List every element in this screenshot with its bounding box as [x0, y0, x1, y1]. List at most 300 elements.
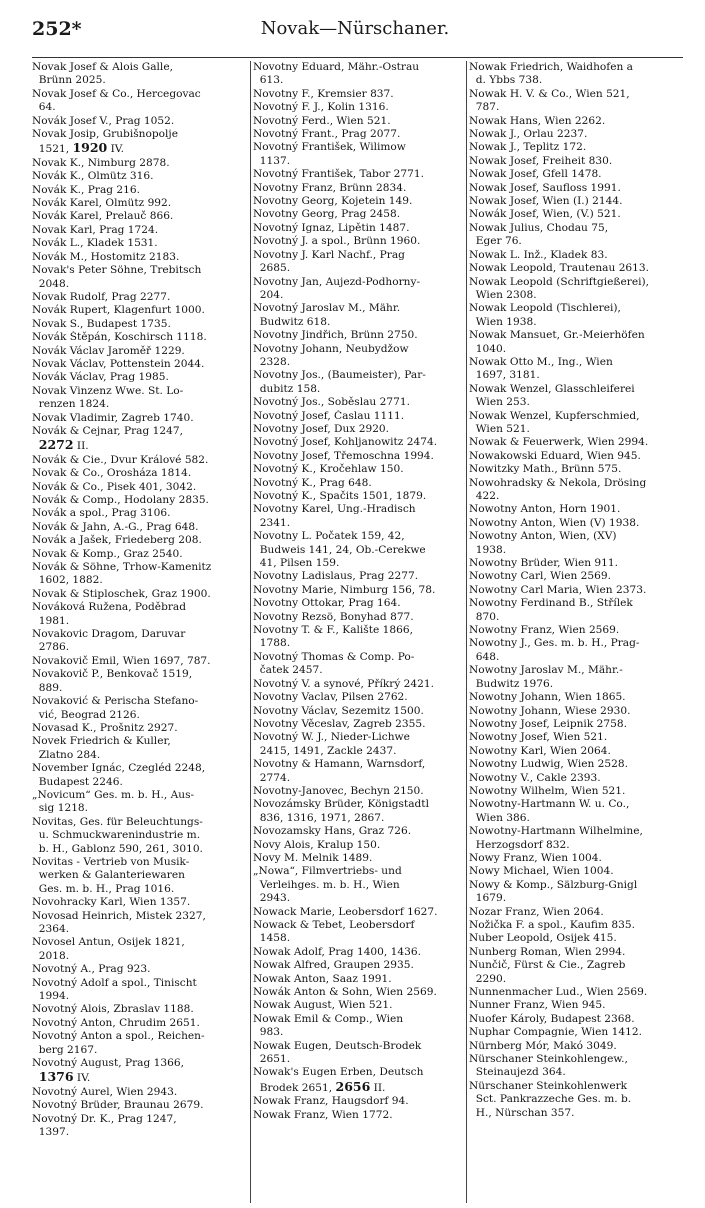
entry-line: Novotný Anton a spol., Reichen-: [32, 1030, 205, 1043]
entry-line: Nowak J., Orlau 2237.: [469, 128, 588, 141]
directory-entry: [32, 291, 245, 304]
directory-entry: [469, 530, 683, 557]
column-1: [32, 61, 245, 1203]
directory-entry: [253, 101, 463, 114]
directory-entry: [32, 304, 245, 317]
entry-line: 1938.: [469, 543, 507, 556]
directory-entry: [469, 959, 683, 986]
entry-line: Novotny Ladislaus, Prag 2277.: [253, 570, 419, 583]
entry-line: Novotný Brüder, Braunau 2679.: [32, 1099, 204, 1112]
directory-entry: [469, 932, 683, 945]
entry-line: b. H., Gablonz 590, 261, 3010.: [32, 842, 203, 855]
entry-line: Sct. Pankrazzeche Ges. m. b.: [469, 1093, 632, 1106]
entry-line: Wien 1938.: [469, 315, 537, 328]
entry-line: Novotny Marie, Nimburg 156, 78.: [253, 583, 436, 596]
entry-line: Novotny Jos., (Baumeister), Par-: [253, 369, 426, 382]
directory-entry: [253, 570, 463, 583]
directory-entry: [32, 507, 245, 520]
directory-entry: [253, 731, 463, 758]
entry-line: Wien 386.: [469, 811, 530, 824]
directory-entry: [469, 88, 683, 115]
directory-entry: [32, 655, 245, 668]
directory-entry: [253, 450, 463, 463]
directory-entry: [253, 410, 463, 423]
entry-line: 2272 II.: [38, 438, 89, 453]
entry-line: Nowy Franz, Wien 1004.: [469, 851, 602, 864]
directory-entry: [469, 745, 683, 758]
directory-entry: [469, 758, 683, 771]
entry-line: Novák Václav, Prag 1985.: [32, 371, 169, 384]
entry-line: Novak Vladimir, Zagreb 1740.: [32, 411, 194, 424]
entry-line: 422.: [469, 490, 500, 502]
directory-entry: [253, 1040, 463, 1067]
entry-line: Novek Friedrich & Kuller,: [32, 735, 171, 748]
directory-entry: [32, 588, 245, 601]
entry-line: Novotny Rezsö, Bonyhad 877.: [253, 610, 414, 623]
entry-line: 889.: [32, 681, 63, 694]
entry-line: Nováková Ružena, Poděbrad: [32, 601, 187, 614]
directory-entry: [469, 61, 683, 88]
column-3: [466, 61, 683, 1203]
entry-line: Budweis 141, 24, Ob.-Cerekwe: [253, 543, 426, 556]
entry-line: Novotný A., Prag 923.: [32, 963, 151, 976]
directory-entry: [32, 481, 245, 494]
entry-line: Novotný Alois, Zbraslav 1188.: [32, 1003, 194, 1016]
entry-line: Novák & Co., Pisek 401, 3042.: [32, 480, 197, 493]
bold-reference: 2272: [38, 438, 74, 453]
directory-entry: [469, 302, 683, 329]
directory-entry: [32, 936, 245, 963]
directory-entry: [253, 999, 463, 1012]
entry-line: Novotný František, Wilimow: [253, 141, 406, 154]
directory-entry: [469, 906, 683, 919]
entry-line: 1137.: [253, 154, 291, 167]
directory-entry: [469, 999, 683, 1012]
directory-entry: [253, 490, 463, 503]
entry-line: Herzogsdorf 832.: [469, 838, 570, 851]
directory-entry: [32, 412, 245, 425]
directory-entry: [32, 1113, 245, 1140]
entry-line: 613.: [253, 74, 284, 87]
entry-line: 836, 1316, 1971, 2867.: [253, 811, 385, 824]
directory-entry: [469, 249, 683, 262]
entry-line: 2415, 1491, Zackle 2437.: [253, 744, 397, 757]
entry-line: Novotný Anton, Chrudim 2651.: [32, 1016, 200, 1029]
directory-entry: [253, 906, 463, 919]
entry-line: Nowohradsky & Nekola, Drösing: [469, 476, 647, 489]
directory-entry: [253, 986, 463, 999]
entry-line: Novotný Ignaz, Lipětin 1487.: [253, 221, 410, 234]
directory-entry: [32, 722, 245, 735]
entry-line: Novák Karel, Prelauč 866.: [32, 210, 174, 223]
entry-line: Novák a spol., Prag 3106.: [32, 507, 171, 520]
directory-entry: [32, 494, 245, 507]
directory-entry: [32, 1003, 245, 1016]
directory-entry: [469, 825, 683, 852]
directory-entry: [32, 1017, 245, 1030]
entry-line: Nowack Marie, Leobersdorf 1627.: [253, 905, 438, 918]
entry-line: 2364.: [32, 923, 70, 935]
directory-entry: [469, 436, 683, 449]
entry-line: Nowakowski Eduard, Wien 945.: [469, 449, 641, 462]
entry-line: 1697, 3181.: [469, 369, 540, 382]
entry-line: Nowy & Komp., Sälzburg-Gnigl: [469, 878, 638, 891]
entry-line: Novák Václav Jaroměř 1229.: [32, 344, 185, 357]
entry-line: Nowotny Brüder, Wien 911.: [469, 557, 619, 570]
directory-entry: [469, 584, 683, 597]
entry-line: 2786.: [32, 641, 70, 654]
entry-line: Novotny & Hamann, Warnsdorf,: [253, 758, 426, 771]
directory-entry: [469, 772, 683, 785]
directory-entry: [253, 1109, 463, 1122]
entry-line: Novotný K., Prag 648.: [253, 476, 372, 489]
entry-line: Novotny Jan, Aujezd-Podhorny-: [253, 275, 421, 288]
bold-reference: 1920: [72, 141, 108, 156]
entry-line: Nowitzky Math., Brünn 575.: [469, 463, 622, 476]
directory-entry: [253, 597, 463, 610]
directory-entry: [469, 276, 683, 303]
entry-line: Nowotny Anton, Horn 1901.: [469, 503, 621, 516]
entry-line: Novosad Heinrich, Mistek 2327,: [32, 909, 206, 922]
directory-entry: [32, 237, 245, 250]
entry-line: Novak K., Nimburg 2878.: [32, 156, 170, 169]
entry-line: Novotný Aurel, Wien 2943.: [32, 1085, 178, 1098]
entry-line: Novotny Ottokar, Prag 164.: [253, 597, 401, 610]
entry-line: Novotny F., Kremsier 837.: [253, 87, 394, 100]
entry-line: Novák Josef V., Prag 1052.: [32, 114, 175, 127]
entry-line: Nowak Julius, Chodau 75,: [469, 221, 609, 234]
entry-line: Nowak H. V. & Co., Wien 521,: [469, 87, 630, 100]
entry-line: 2651.: [253, 1053, 291, 1066]
entry-line: Novotny Karel, Ung.-Hradisch: [253, 503, 416, 516]
directory-entry: [32, 668, 245, 695]
entry-line: Nunčič, Fürst & Cie., Zagreb: [469, 959, 626, 972]
directory-entry: [32, 224, 245, 237]
entry-line: Novotný Jaroslav M., Mähr.: [253, 302, 401, 315]
entry-line: Novakovič P., Benkovač 1519,: [32, 668, 193, 681]
directory-entry: [32, 358, 245, 371]
entry-line: 648.: [469, 650, 500, 663]
directory-entry: [253, 919, 463, 946]
directory-entry: [253, 436, 463, 449]
entry-line: 2290.: [469, 972, 507, 985]
entry-line: H., Nürschan 357.: [469, 1106, 575, 1119]
entry-line: Novozámsky Brüder, Königstadtl: [253, 798, 429, 811]
directory-entry: [32, 548, 245, 561]
directory-entry: [469, 155, 683, 168]
directory-entry: [253, 1095, 463, 1108]
directory-entry: [32, 197, 245, 210]
entry-line: Nowak's Eugen Erben, Deutsch: [253, 1066, 424, 1079]
directory-entry: [32, 385, 245, 412]
entry-line: Novotný Dr. K., Prag 1247,: [32, 1112, 177, 1125]
entry-line: 2774.: [253, 771, 291, 784]
directory-entry: [469, 115, 683, 128]
entry-line: Nowotny Karl, Wien 2064.: [469, 744, 611, 757]
directory-entry: [32, 170, 245, 183]
entry-line: Novák L., Kladek 1531.: [32, 237, 158, 250]
directory-entry: [32, 1099, 245, 1112]
entry-line: Nowotny Ludwig, Wien 2528.: [469, 758, 629, 771]
entry-line: Novotný Josef, Kohljanowitz 2474.: [253, 436, 438, 449]
entry-line: Nowotny Josef, Leipnik 2758.: [469, 717, 627, 730]
entry-line: 2685.: [253, 262, 291, 275]
directory-entry: [469, 986, 683, 999]
directory-entry: [32, 454, 245, 467]
directory-entry: [469, 1080, 683, 1120]
directory-entry: [469, 731, 683, 744]
entry-line: Nowak Anton, Saaz 1991.: [253, 972, 392, 985]
entry-line: Novakovic Dragom, Daruvar: [32, 628, 186, 641]
directory-entry: [32, 816, 245, 856]
directory-entry: [253, 852, 463, 865]
entry-line: Nowotny Josef, Wien 521.: [469, 731, 608, 744]
entry-line: Novák K., Prag 216.: [32, 183, 140, 196]
entry-line: Nowak Wenzel, Kupferschmied,: [469, 409, 640, 422]
entry-line: Steinaujezd 364.: [469, 1066, 566, 1079]
entry-line: Novák & Cie., Dvur Králové 582.: [32, 453, 209, 466]
entry-line: Nowotny Wilhelm, Wien 521.: [469, 784, 626, 797]
entry-line: Novak S., Budapest 1735.: [32, 317, 171, 330]
entry-line: 2048.: [32, 277, 70, 290]
entry-line: Novotny Johann, Neubydžow: [253, 342, 409, 355]
entry-line: Nürschaner Steinkohlengew.,: [469, 1053, 628, 1066]
entry-line: Budapest 2246.: [32, 775, 123, 788]
entry-line: čatek 2457.: [253, 664, 323, 677]
entry-line: Novotny Věceslav, Zagreb 2355.: [253, 717, 426, 730]
entry-line: Nowak Franz, Wien 1772.: [253, 1108, 393, 1121]
entry-line: Nowak Wenzel, Glasschleiferei: [469, 382, 635, 395]
entry-line: Novak Josef & Alois Galle,: [32, 61, 173, 73]
entry-line: Novaković & Perischa Stefano-: [32, 695, 199, 708]
entry-line: Novák & Cejnar, Prag 1247,: [32, 424, 183, 437]
directory-entry: [253, 195, 463, 208]
entry-line: Novotny Jindřich, Brünn 2750.: [253, 329, 418, 342]
directory-entry: [469, 1053, 683, 1080]
directory-entry: [469, 450, 683, 463]
directory-entry: [253, 691, 463, 704]
entry-line: Nowotny Carl Maria, Wien 2373.: [469, 583, 647, 596]
entry-line: Nowotny J., Ges. m. b. H., Prag-: [469, 637, 640, 650]
directory-entry: [253, 182, 463, 195]
entry-line: Novotny Josef, Třemoschna 1994.: [253, 449, 434, 462]
directory-entry: [469, 570, 683, 583]
directory-entry: [469, 410, 683, 437]
entry-line: Nowak L. Inž., Kladek 83.: [469, 248, 608, 261]
entry-line: Nowák Anton & Sohn, Wien 2569.: [253, 986, 437, 999]
directory-entry: [469, 182, 683, 195]
directory-entry: [469, 946, 683, 959]
entry-line: Budwitz 1976.: [469, 677, 554, 690]
directory-entry: [32, 345, 245, 358]
directory-entry: [32, 856, 245, 896]
directory-entry: [469, 785, 683, 798]
directory-entry: [32, 115, 245, 128]
directory-entry: [32, 1086, 245, 1099]
directory-entry: [32, 963, 245, 976]
entry-line: Novák Rupert, Klagenfurt 1000.: [32, 304, 205, 317]
entry-line: Nowotny Anton, Wien, (XV): [469, 530, 617, 543]
directory-entry: [469, 329, 683, 356]
entry-line: 2341.: [253, 516, 291, 529]
directory-entry: [253, 302, 463, 329]
entry-line: Novotný F. J., Kolin 1316.: [253, 101, 389, 114]
entry-line: 41, Pilsen 159.: [253, 557, 340, 570]
entry-line: Novy M. Melnik 1489.: [253, 851, 373, 864]
entry-line: Brünn 2025.: [32, 74, 106, 87]
entry-line: Novotny-Janovec, Bechyn 2150.: [253, 784, 424, 797]
directory-entry: [469, 128, 683, 141]
directory-entry: [253, 208, 463, 221]
entry-line: Nowotny V., Cakle 2393.: [469, 771, 601, 784]
entry-line: Novak Karl, Prag 1724.: [32, 223, 159, 236]
entry-line: Novák & Söhne, Trhow-Kamenitz: [32, 561, 212, 574]
directory-entry: [32, 789, 245, 816]
directory-entry: [253, 128, 463, 141]
entry-columns: [32, 57, 683, 1203]
entry-line: Novak & Co., Orosháza 1814.: [32, 467, 192, 480]
directory-entry: [469, 262, 683, 275]
entry-line: 1376 IV.: [38, 1070, 91, 1085]
entry-line: 870.: [469, 610, 500, 623]
directory-entry: [32, 735, 245, 762]
directory-entry: [253, 477, 463, 490]
entry-line: Novotny Josef, Dux 2920.: [253, 422, 390, 435]
directory-entry: [32, 88, 245, 115]
entry-line: Novotný W. J., Nieder-Lichwe: [253, 731, 410, 744]
directory-entry: [469, 879, 683, 906]
directory-entry: [253, 839, 463, 852]
directory-entry: [469, 1026, 683, 1039]
entry-line: Novak & Komp., Graz 2540.: [32, 547, 183, 560]
entry-line: Novotný J. a spol., Brünn 1960.: [253, 235, 421, 248]
directory-entry: [32, 910, 245, 937]
directory-entry: [253, 235, 463, 248]
entry-line: Novák K., Olmütz 316.: [32, 170, 154, 183]
directory-entry: [32, 318, 245, 331]
entry-line: Novotny Georg, Prag 2458.: [253, 208, 401, 221]
entry-line: Ges. m. b. H., Prag 1016.: [32, 882, 175, 895]
entry-line: Novotný Thomas & Comp. Po-: [253, 650, 415, 663]
entry-line: 2018.: [32, 949, 70, 962]
directory-entry: [253, 369, 463, 396]
page-title: Novak—Nürschaner.: [260, 18, 450, 39]
entry-line: Novák & Jahn, A.-G., Prag 648.: [32, 520, 199, 533]
entry-line: Novozamsky Hans, Graz 726.: [253, 825, 412, 838]
entry-line: Nowak Josef, Freiheit 830.: [469, 154, 613, 167]
entry-line: Nowak Leopold (Tischlerei),: [469, 302, 621, 315]
directory-entry: [253, 785, 463, 798]
entry-line: 1397.: [32, 1126, 70, 1139]
entry-line: Wien 253.: [469, 396, 530, 409]
entry-line: dubitz 158.: [253, 382, 321, 395]
directory-entry: [253, 168, 463, 181]
page-number: 252*: [32, 18, 82, 40]
directory-entry: [469, 168, 683, 181]
entry-line: Nowak J., Teplitz 172.: [469, 141, 587, 154]
entry-line: Nowak Josef, Gfell 1478.: [469, 168, 602, 181]
directory-entry: [253, 343, 463, 370]
entry-line: „Nowa“, Filmvertriebs- und: [253, 865, 402, 878]
directory-entry: [253, 718, 463, 731]
directory-entry: [253, 798, 463, 825]
entry-line: Nunnenmacher Lud., Wien 2569.: [469, 986, 648, 999]
entry-line: 1788.: [253, 637, 291, 650]
directory-entry: [253, 503, 463, 530]
entry-line: werken & Galanteriewaren: [32, 869, 185, 882]
entry-line: Novasad K., Prošnitz 2927.: [32, 721, 178, 734]
directory-entry: [253, 249, 463, 276]
directory-entry: [253, 758, 463, 785]
entry-line: Novotný K., Kročehlaw 150.: [253, 463, 404, 476]
entry-line: Nowak Adolf, Prag 1400, 1436.: [253, 945, 421, 958]
entry-line: Nozar Franz, Wien 2064.: [469, 905, 604, 918]
directory-entry: [253, 530, 463, 570]
entry-line: Nowák Josef, Wien, (V.) 521.: [469, 208, 621, 221]
directory-entry: [253, 276, 463, 303]
directory-entry: [253, 1013, 463, 1040]
entry-line: Novotný K., Spačits 1501, 1879.: [253, 490, 427, 502]
entry-line: Nowak Mansuet, Gr.-Meierhöfen: [469, 329, 645, 342]
entry-line: Brodek 2651, 2656 II.: [253, 1079, 386, 1094]
directory-entry: [469, 664, 683, 691]
entry-line: Nowotny-Hartmann Wilhelmine,: [469, 825, 643, 838]
entry-line: Novak Josef & Co., Hercegovac: [32, 87, 201, 100]
directory-entry: [32, 210, 245, 223]
directory-entry: [253, 825, 463, 838]
column-2: [250, 61, 463, 1203]
directory-entry: [253, 584, 463, 597]
directory-entry: [469, 222, 683, 249]
entry-line: Nuofer Károly, Budapest 2368.: [469, 1012, 635, 1025]
entry-line: 1602, 1882.: [32, 574, 103, 587]
entry-line: Verleihges. m. b. H., Wien: [253, 878, 400, 891]
entry-line: Nürschaner Steinkohlenwerk: [469, 1079, 628, 1092]
directory-entry: [469, 517, 683, 530]
entry-line: Novosel Antun, Osijek 1821,: [32, 936, 185, 949]
entry-line: Novak Vinzenz Wwe. St. Lo-: [32, 384, 184, 397]
entry-line: Novotny L. Počatek 159, 42,: [253, 530, 405, 543]
directory-entry: [32, 128, 245, 157]
entry-line: 1040.: [469, 342, 507, 355]
entry-line: Novotný Jos., Soběslau 2771.: [253, 396, 410, 409]
entry-line: Novotny Georg, Kojetein 149.: [253, 195, 413, 208]
directory-entry: [253, 959, 463, 972]
entry-line: berg 2167.: [32, 1043, 98, 1056]
entry-line: Novák a Jašek, Friedeberg 208.: [32, 534, 202, 547]
entry-line: Novotný Josef, Časlau 1111.: [253, 409, 405, 422]
entry-line: Novotny Vaclav, Pilsen 2762.: [253, 691, 408, 704]
directory-entry: [469, 637, 683, 664]
directory-entry: [469, 798, 683, 825]
entry-line: Nowak August, Wien 521.: [253, 999, 393, 1012]
directory-entry: [253, 1066, 463, 1095]
entry-line: Nowak Leopold (Schriftgießerei),: [469, 275, 649, 288]
directory-entry: [32, 628, 245, 655]
directory-entry: [32, 896, 245, 909]
entry-line: 204.: [253, 288, 284, 301]
directory-entry: [32, 561, 245, 588]
directory-entry: [32, 695, 245, 722]
entry-line: Nowak Leopold, Trautenau 2613.: [469, 262, 650, 275]
entry-line: Novitas, Ges. für Beleuchtungs-: [32, 815, 203, 828]
entry-line: Wien 521.: [469, 422, 530, 435]
entry-line: Novitas - Vertrieb von Musik-: [32, 855, 190, 868]
entry-line: Novák Štěpán, Koschirsch 1118.: [32, 331, 207, 344]
directory-entry: [32, 521, 245, 534]
entry-line: Nowak Emil & Comp., Wien: [253, 1012, 404, 1025]
entry-line: Nowotny Franz, Wien 2569.: [469, 624, 620, 637]
